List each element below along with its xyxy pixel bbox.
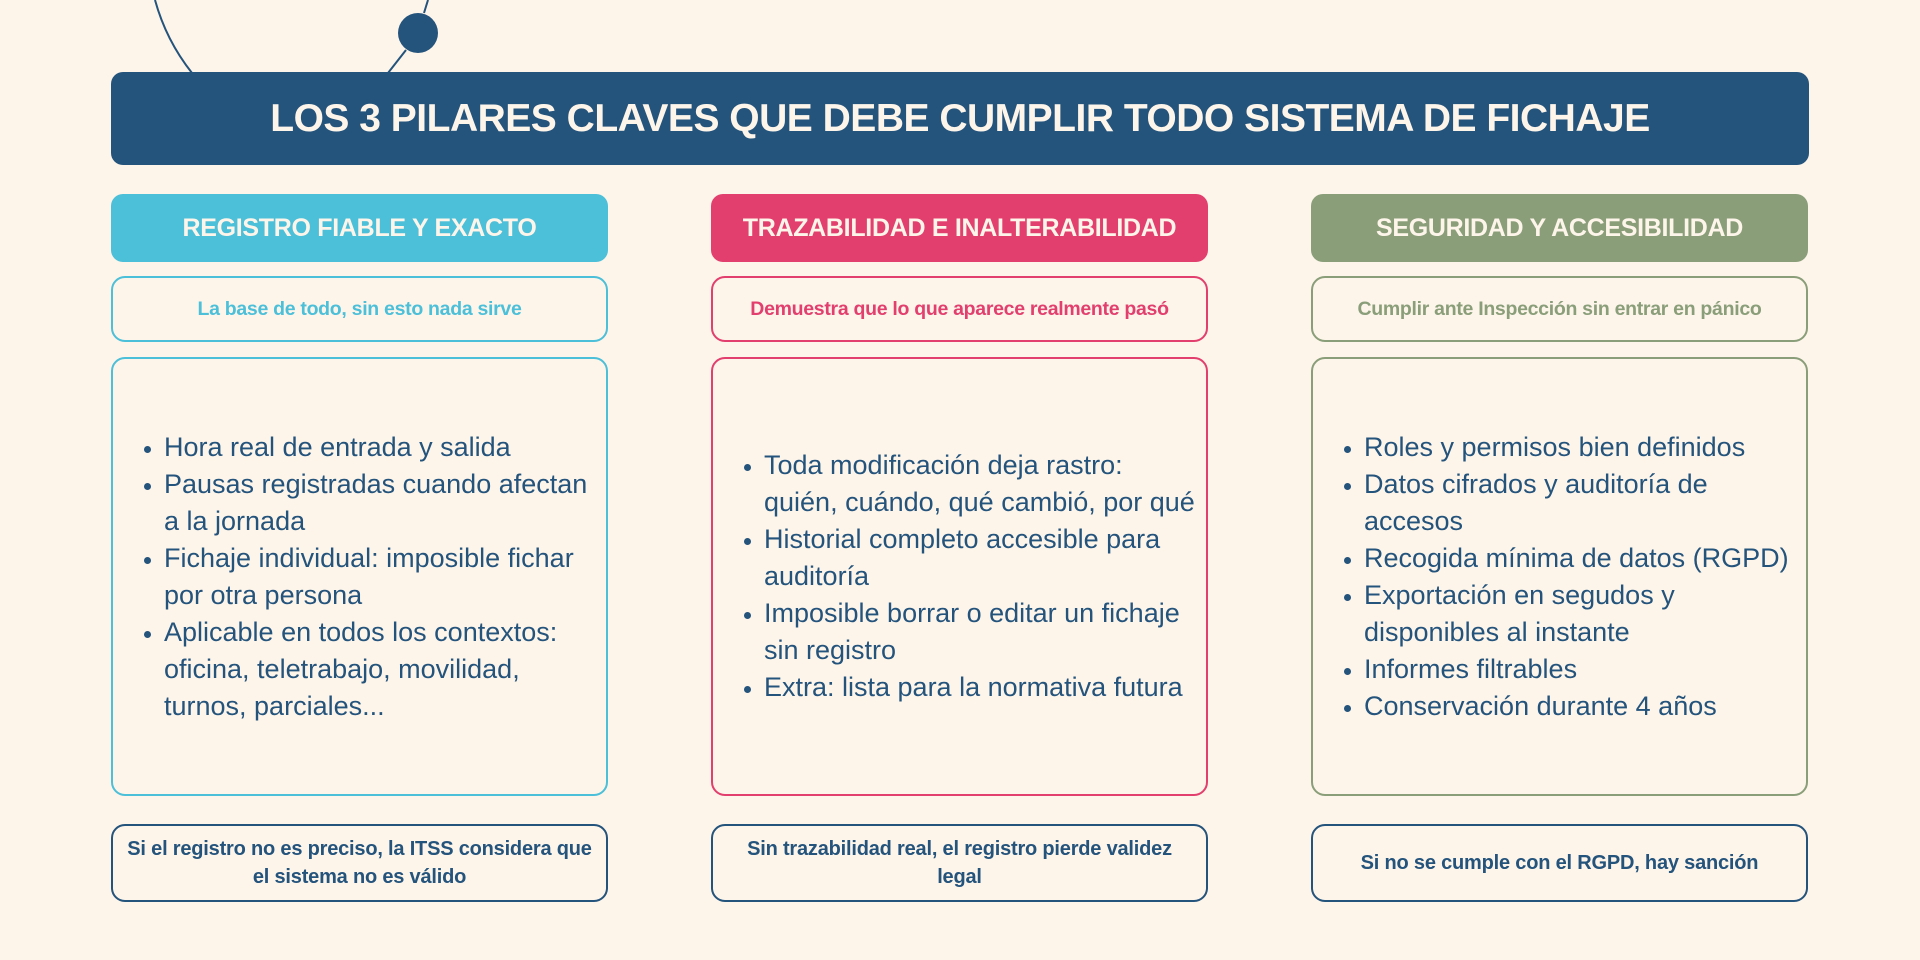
bullet-list [1313, 429, 1806, 725]
bullet-list [713, 447, 1206, 706]
list-item: • Exportación en segudos y disponibles al instante [1364, 577, 1796, 651]
pillar-bullets-box [711, 357, 1208, 796]
pillar-subtitle: Demuestra que lo que aparece realmente pasó [711, 276, 1208, 342]
pillar-subtitle: La base de todo, sin esto nada sirve [111, 276, 608, 342]
list-item: • Conservación durante 4 años [1364, 688, 1796, 725]
pillar-registro [111, 194, 608, 888]
pillar-subtitle: Cumplir ante Inspección sin entrar en pánico [1311, 276, 1808, 342]
list-item: • Extra: lista para la normativa futura [764, 669, 1196, 706]
list-item: • Fichaje individual: imposible fichar por otra persona [164, 540, 596, 614]
pillar-heading: TRAZABILIDAD E INALTERABILIDAD [711, 194, 1208, 262]
list-item: • Imposible borrar o editar un fichaje sin registro [764, 595, 1196, 669]
list-item: • Roles y permisos bien definidos [1364, 429, 1796, 466]
pillar-footer-note: Si no se cumple con el RGPD, hay sanción [1311, 824, 1808, 902]
list-item: • Hora real de entrada y salida [164, 429, 596, 466]
pillar-bullets-box [111, 357, 608, 796]
list-item: • Recogida mínima de datos (RGPD) [1364, 540, 1796, 577]
list-item: • Toda modificación deja rastro: quién, cuándo, qué cambió, por qué [764, 447, 1196, 521]
bullet-list [113, 429, 606, 725]
list-item: • Informes filtrables [1364, 651, 1796, 688]
pillar-heading: REGISTRO FIABLE Y EXACTO [111, 194, 608, 262]
title-banner [111, 72, 1809, 165]
pillar-trazabilidad [711, 194, 1208, 888]
pillar-footer-note: Sin trazabilidad real, el registro pierde validez legal [711, 824, 1208, 902]
list-item: • Datos cifrados y auditoría de accesos [1364, 466, 1796, 540]
list-item: • Historial completo accesible para auditoría [764, 521, 1196, 595]
page-title: LOS 3 PILARES CLAVES QUE DEBE CUMPLIR TODO SISTEMA DE FICHAJE [270, 96, 1650, 140]
pillar-seguridad [1311, 194, 1808, 874]
pillar-heading: SEGURIDAD Y ACCESIBILIDAD [1311, 194, 1808, 262]
pillar-bullets-box [1311, 357, 1808, 796]
list-item: • Aplicable en todos los contextos: oficina, teletrabajo, movilidad, turnos, parciales... [164, 614, 596, 725]
pillar-footer-note: Si el registro no es preciso, la ITSS considera que el sistema no es válido [111, 824, 608, 902]
list-item: • Pausas registradas cuando afectan a la jornada [164, 466, 596, 540]
